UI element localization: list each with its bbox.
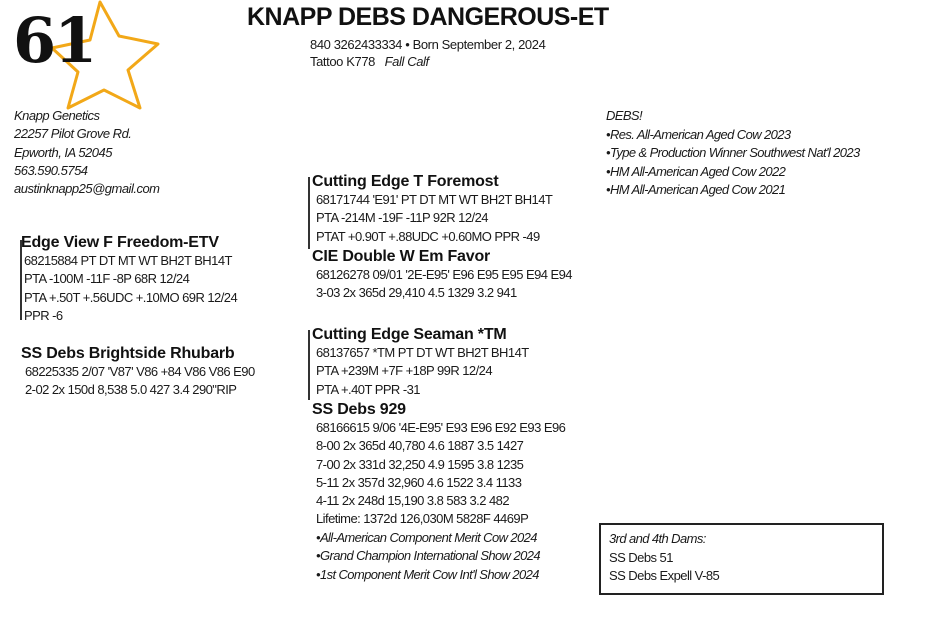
breeder-phone: 563.590.5754 bbox=[14, 162, 88, 178]
dam-line: 68126278 09/01 '2E-E95' E96 E95 E95 E94 E94 bbox=[316, 267, 572, 282]
sire-side-bracket bbox=[308, 177, 310, 249]
sire-block bbox=[312, 173, 552, 246]
breeder-address: 22257 Pilot Grove Rd. bbox=[14, 126, 132, 142]
dam-sire-line: PTA +239M +7F +18P 99R 12/24 bbox=[316, 363, 493, 379]
breeder-city: Epworth, IA 52045 bbox=[14, 144, 112, 160]
dam-dam-line: 4-11 2x 248d 15,190 3.8 583 3.2 482 bbox=[316, 493, 510, 509]
sire-dam-line: 68225335 2/07 'V87' V86 +84 V86 V86 E90 bbox=[25, 364, 255, 379]
registration-line: 840 3262433334 • Born September 2, 2024 bbox=[310, 37, 546, 52]
sire-dam-name: SS Debs Brightside Rhubarb bbox=[21, 345, 235, 362]
dam-sire-block bbox=[312, 326, 529, 399]
breeder-email: austinknapp25@gmail.com bbox=[14, 181, 160, 197]
sire-sire-line: PTA -100M -11F -8P 68R 12/24 bbox=[24, 271, 190, 287]
animal-name: KNAPP DEBS DANGEROUS-ET bbox=[247, 3, 609, 31]
dam-name: CIE Double W Em Favor bbox=[312, 248, 491, 265]
sire-dam-line: 2-02 2x 150d 8,538 5.0 427 3.4 290"RIP bbox=[25, 382, 237, 398]
dam-dam-block bbox=[312, 401, 565, 584]
dam-dam-line: 7-00 2x 331d 32,250 4.9 1595 3.8 1235 bbox=[316, 456, 524, 472]
lot-number: 61 bbox=[13, 4, 96, 77]
sire-line: PTA -214M -19F -11P 92R 12/24 bbox=[316, 210, 488, 226]
debs-honor: •HM All-American Aged Cow 2021 bbox=[606, 182, 786, 197]
dams-box bbox=[599, 523, 884, 595]
dams-box-line: SS Debs Expell V-85 bbox=[609, 567, 720, 583]
dam-dam-line: 5-11 2x 357d 32,960 4.6 1522 3.4 1133 bbox=[316, 474, 522, 490]
breeder-name: Knapp Genetics bbox=[14, 108, 100, 123]
dam-dam-line: 8-00 2x 365d 40,780 4.6 1887 3.5 1427 bbox=[316, 438, 524, 454]
dam-dam-name: SS Debs 929 bbox=[312, 401, 406, 418]
dam-block bbox=[312, 248, 572, 303]
dams-box-line: SS Debs 51 bbox=[609, 549, 673, 565]
tattoo-line bbox=[310, 53, 429, 70]
dam-sire-name: Cutting Edge Seaman *TM bbox=[312, 326, 507, 343]
dam-line: 3-03 2x 365d 29,410 4.5 1329 3.2 941 bbox=[316, 285, 517, 301]
animal-class: Fall Calf bbox=[384, 54, 429, 69]
sire-sire-line: 68215884 PT DT MT WT BH2T BH14T bbox=[24, 253, 232, 268]
dam-dam-honor: •Grand Champion International Show 2024 bbox=[316, 548, 540, 564]
dam-dam-honor: •All-American Component Merit Cow 2024 bbox=[316, 529, 537, 545]
debs-honors bbox=[606, 107, 860, 200]
debs-title: DEBS! bbox=[606, 108, 643, 123]
dam-sire-line: 68137657 *TM PT DT WT BH2T BH14T bbox=[316, 345, 529, 360]
debs-honor: •HM All-American Aged Cow 2022 bbox=[606, 163, 786, 179]
sire-sire-line: PPR -6 bbox=[24, 307, 63, 323]
dam-side-bracket bbox=[308, 330, 310, 400]
dam-dam-line: Lifetime: 1372d 126,030M 5828F 4469P bbox=[316, 511, 529, 527]
sire-sire-name: Edge View F Freedom-ETV bbox=[21, 234, 219, 251]
tattoo: Tattoo K778 bbox=[310, 54, 375, 69]
sire-sire-block bbox=[21, 234, 237, 325]
breeder-info bbox=[14, 107, 160, 198]
dam-dam-line: 68166615 9/06 '4E-E95' E93 E96 E92 E93 E96 bbox=[316, 420, 566, 435]
sire-dam-block bbox=[21, 345, 255, 400]
dams-box-title: 3rd and 4th Dams: bbox=[609, 531, 706, 546]
dam-sire-line: PTA +.40T PPR -31 bbox=[316, 381, 420, 397]
sire-name: Cutting Edge T Foremost bbox=[312, 173, 499, 190]
debs-honor: •Res. All-American Aged Cow 2023 bbox=[606, 126, 791, 142]
sire-line: 68171744 'E91' PT DT MT WT BH2T BH14T bbox=[316, 192, 553, 207]
sire-line: PTAT +0.90T +.88UDC +0.60MO PPR -49 bbox=[316, 228, 540, 244]
sire-sire-line: PTA +.50T +.56UDC +.10MO 69R 12/24 bbox=[24, 289, 238, 305]
dam-dam-honor: •1st Component Merit Cow Int'l Show 2024 bbox=[316, 566, 539, 582]
debs-honor: •Type & Production Winner Southwest Nat'l 2023 bbox=[606, 145, 860, 160]
